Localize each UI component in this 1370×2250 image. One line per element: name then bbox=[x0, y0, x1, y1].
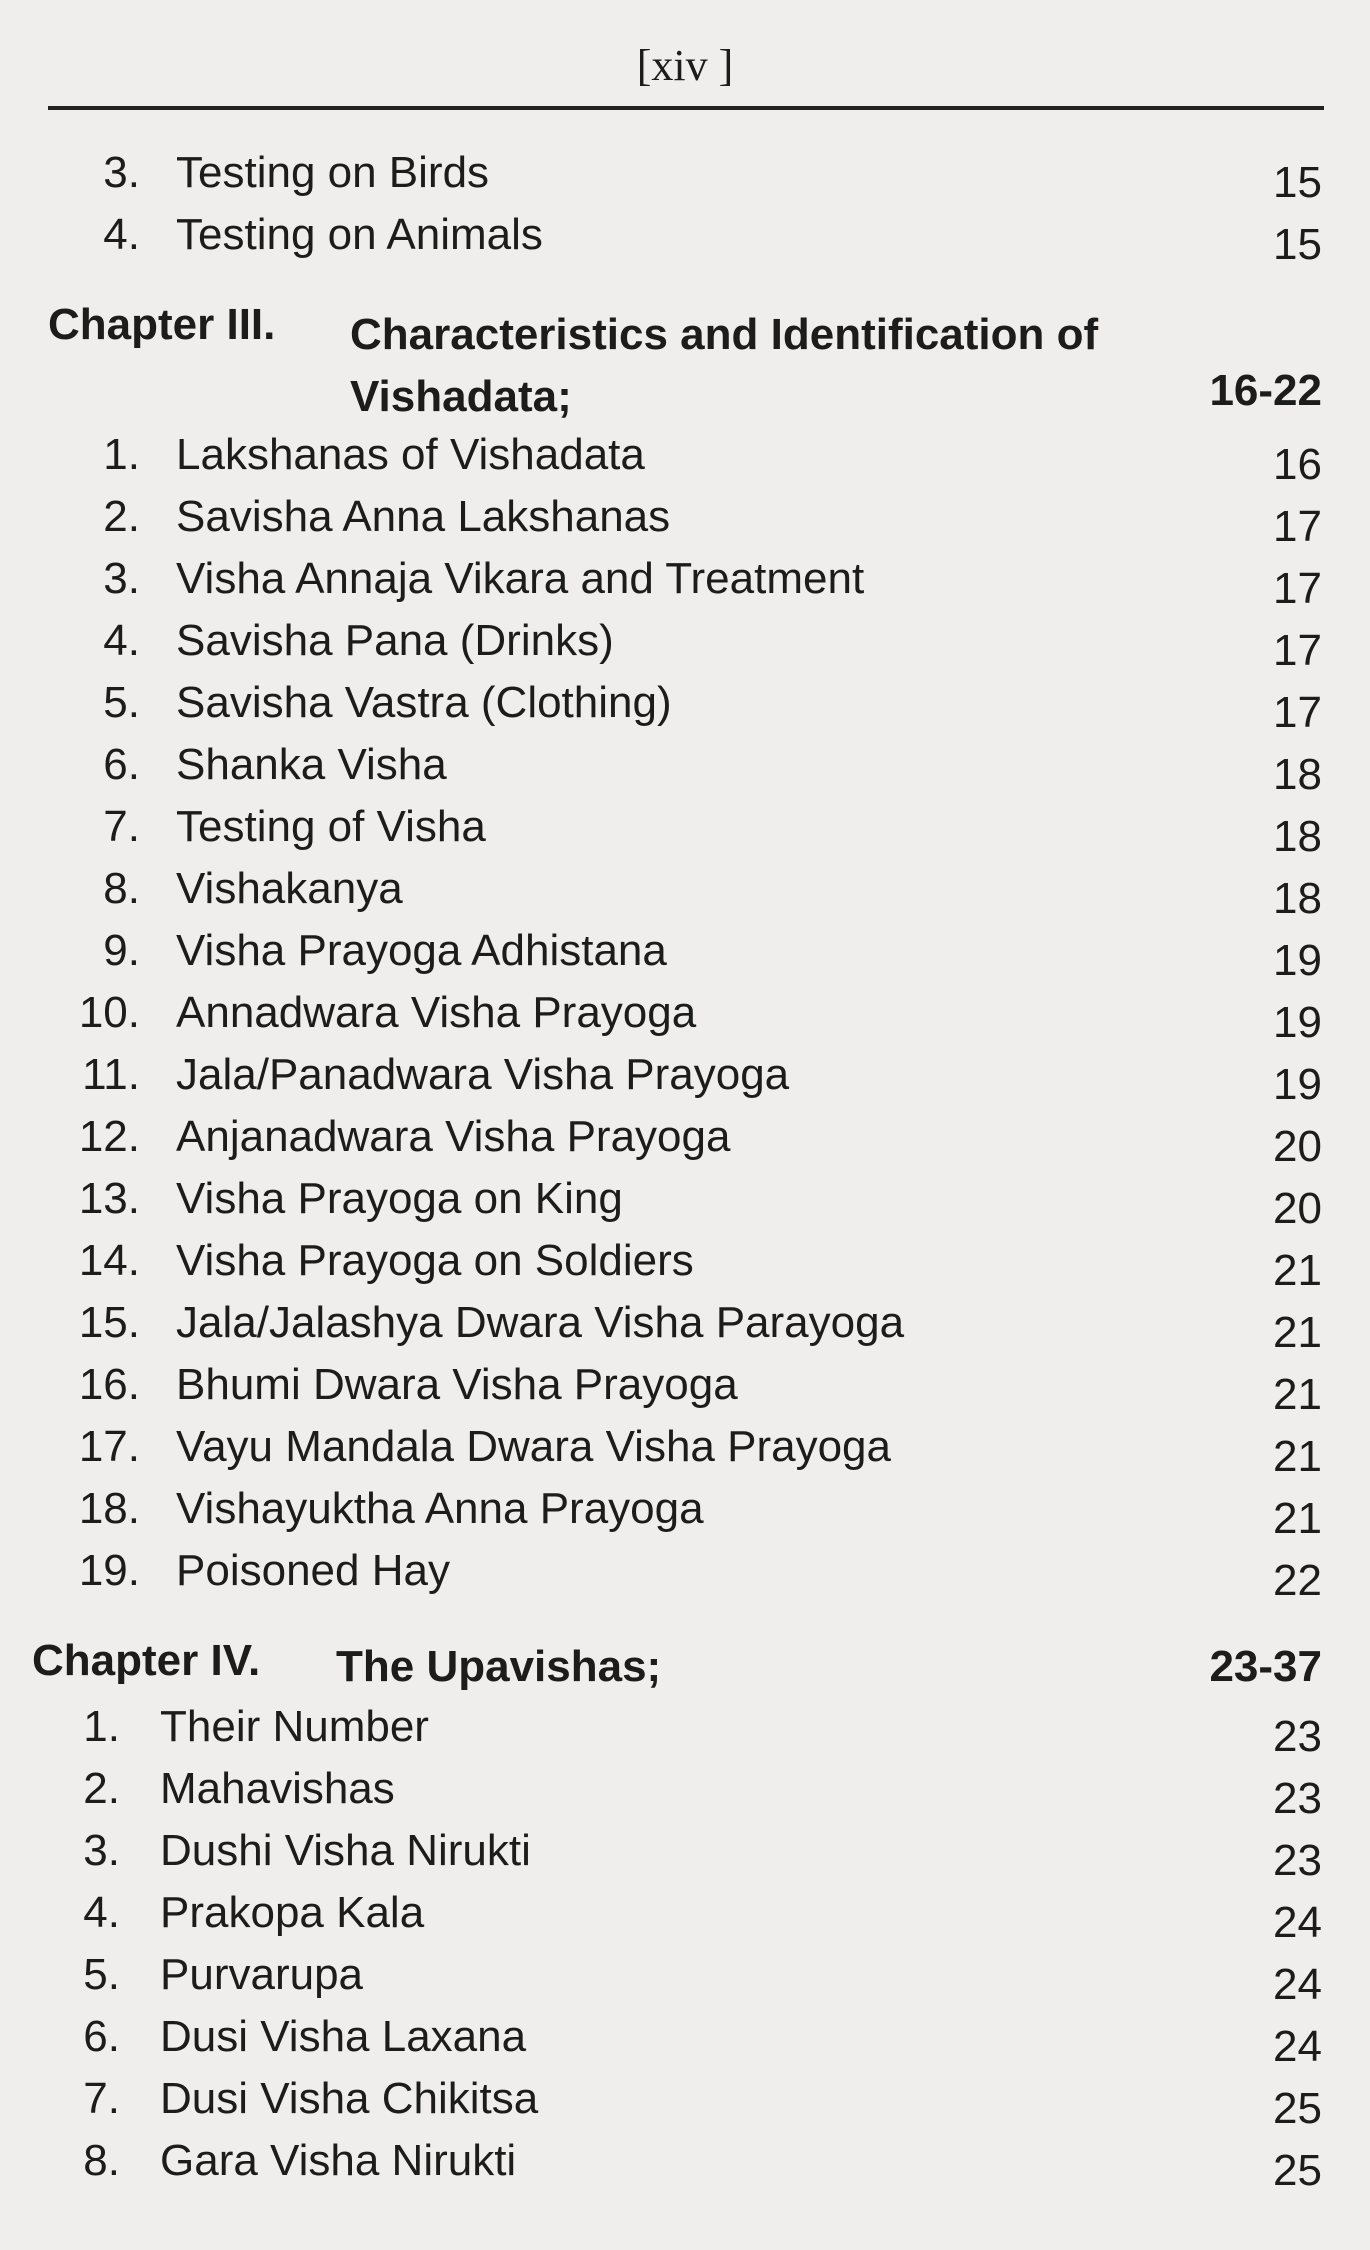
entry-title: Testing on Birds bbox=[176, 148, 490, 197]
entry-page: 21 bbox=[1273, 1494, 1322, 1543]
entry-number: 1. bbox=[103, 430, 140, 479]
entry-title: Jala/Panadwara Visha Prayoga bbox=[176, 1050, 790, 1099]
entry-title: Savisha Anna Lakshanas bbox=[176, 492, 671, 541]
entry-page: 21 bbox=[1273, 1370, 1322, 1419]
entry-title: Jala/Jalashya Dwara Visha Parayoga bbox=[176, 1298, 905, 1347]
entry-title: Purvarupa bbox=[160, 1950, 364, 1999]
entry-number: 7. bbox=[83, 2074, 120, 2123]
toc-entry bbox=[0, 546, 1370, 613]
entry-number: 16. bbox=[78, 1360, 140, 1409]
entry-title: Visha Prayoga on Soldiers bbox=[176, 1236, 694, 1285]
entry-number: 18. bbox=[78, 1484, 140, 1533]
entry-page: 17 bbox=[1273, 502, 1322, 551]
entry-number: 3. bbox=[103, 554, 140, 603]
toc-entry bbox=[0, 1104, 1370, 1171]
entry-page: 21 bbox=[1273, 1432, 1322, 1481]
toc-entry bbox=[0, 1414, 1370, 1481]
entry-page: 24 bbox=[1273, 1960, 1322, 2009]
section-gap bbox=[0, 264, 1370, 290]
header-rule bbox=[48, 106, 1324, 110]
entry-page: 16 bbox=[1273, 440, 1322, 489]
entry-title: Testing on Animals bbox=[176, 210, 543, 259]
entry-number: 2. bbox=[83, 1764, 120, 1813]
entry-page: 17 bbox=[1273, 688, 1322, 737]
entry-title: Lakshanas of Vishadata bbox=[176, 430, 645, 479]
entry-number: 6. bbox=[103, 740, 140, 789]
entry-number: 5. bbox=[103, 678, 140, 727]
entry-title: Savisha Vastra (Clothing) bbox=[176, 678, 672, 727]
entry-title: Annadwara Visha Prayoga bbox=[176, 988, 697, 1037]
entry-page: 24 bbox=[1273, 2022, 1322, 2071]
entry-title: Dushi Visha Nirukti bbox=[160, 1826, 531, 1875]
toc-entry bbox=[0, 670, 1370, 737]
entry-number: 8. bbox=[103, 864, 140, 913]
entry-number: 6. bbox=[83, 2012, 120, 2061]
toc-entry bbox=[0, 484, 1370, 551]
entry-title: Dusi Visha Chikitsa bbox=[160, 2074, 539, 2123]
entry-page: 18 bbox=[1273, 750, 1322, 799]
toc-entry bbox=[0, 1880, 1370, 1947]
entry-page: 20 bbox=[1273, 1184, 1322, 1233]
toc-entry bbox=[0, 422, 1370, 489]
entry-title: Their Number bbox=[160, 1702, 429, 1751]
entry-number: 15. bbox=[78, 1298, 140, 1347]
entry-number: 3. bbox=[83, 1826, 120, 1875]
entry-page: 21 bbox=[1273, 1246, 1322, 1295]
entry-title: Prakopa Kala bbox=[160, 1888, 425, 1937]
entry-page: 19 bbox=[1273, 936, 1322, 985]
entry-page: 22 bbox=[1273, 1556, 1322, 1605]
entry-page: 18 bbox=[1273, 874, 1322, 923]
toc-entry bbox=[0, 140, 1370, 207]
entry-page: 25 bbox=[1273, 2084, 1322, 2133]
toc-entry bbox=[0, 202, 1370, 269]
entry-title: Anjanadwara Visha Prayoga bbox=[176, 1112, 731, 1161]
entry-title: Visha Annaja Vikara and Treatment bbox=[176, 554, 865, 603]
toc-entry bbox=[0, 918, 1370, 985]
toc-entry bbox=[0, 1818, 1370, 1885]
entry-page: 23 bbox=[1273, 1836, 1322, 1885]
entry-page: 23 bbox=[1273, 1712, 1322, 1761]
entry-page: 15 bbox=[1273, 158, 1322, 207]
chapter-label: Chapter IV. bbox=[32, 1636, 261, 1685]
entry-number: 4. bbox=[103, 210, 140, 259]
toc-entry bbox=[0, 1476, 1370, 1543]
entry-title: Vishakanya bbox=[176, 864, 403, 913]
toc-entry bbox=[0, 1942, 1370, 2009]
entry-title: Visha Prayoga Adhistana bbox=[176, 926, 667, 975]
entry-title: Visha Prayoga on King bbox=[176, 1174, 623, 1223]
toc-entry bbox=[0, 608, 1370, 675]
entry-title: Vayu Mandala Dwara Visha Prayoga bbox=[176, 1422, 891, 1471]
entry-number: 1. bbox=[83, 1702, 120, 1751]
chapter-page-range: 23-37 bbox=[1209, 1642, 1322, 1691]
entry-page: 24 bbox=[1273, 1898, 1322, 1947]
entry-number: 2. bbox=[103, 492, 140, 541]
entry-number: 12. bbox=[78, 1112, 140, 1161]
entry-page: 18 bbox=[1273, 812, 1322, 861]
chapter-heading bbox=[0, 290, 1370, 422]
entry-number: 10. bbox=[78, 988, 140, 1037]
entry-title: Dusi Visha Laxana bbox=[160, 2012, 527, 2061]
chapter-title: The Upavishas; bbox=[336, 1642, 662, 1691]
entry-number: 13. bbox=[78, 1174, 140, 1223]
entry-page: 23 bbox=[1273, 1774, 1322, 1823]
entry-number: 19. bbox=[78, 1546, 140, 1595]
entry-title: Shanka Visha bbox=[176, 740, 447, 789]
table-of-contents bbox=[0, 140, 1370, 2195]
toc-entry bbox=[0, 1290, 1370, 1357]
entry-page: 19 bbox=[1273, 998, 1322, 1047]
toc-entry bbox=[0, 1166, 1370, 1233]
entry-number: 7. bbox=[103, 802, 140, 851]
entry-number: 8. bbox=[83, 2136, 120, 2185]
toc-entry bbox=[0, 2066, 1370, 2133]
entry-title: Poisoned Hay bbox=[176, 1546, 450, 1595]
entry-title: Vishayuktha Anna Prayoga bbox=[176, 1484, 704, 1533]
toc-entry bbox=[0, 1538, 1370, 1605]
toc-entry bbox=[0, 980, 1370, 1047]
chapter-label: Chapter III. bbox=[48, 300, 276, 349]
entry-number: 11. bbox=[82, 1050, 140, 1099]
entry-title: Savisha Pana (Drinks) bbox=[176, 616, 614, 665]
toc-entry bbox=[0, 2128, 1370, 2195]
entry-number: 3. bbox=[103, 148, 140, 197]
entry-page: 20 bbox=[1273, 1122, 1322, 1171]
toc-entry bbox=[0, 1228, 1370, 1295]
entry-number: 5. bbox=[83, 1950, 120, 1999]
toc-entry bbox=[0, 1042, 1370, 1109]
toc-entry bbox=[0, 1756, 1370, 1823]
page-number-header: [xiv ] bbox=[636, 41, 734, 90]
entry-number: 4. bbox=[103, 616, 140, 665]
toc-entry bbox=[0, 1694, 1370, 1761]
entry-title: Testing of Visha bbox=[176, 802, 486, 851]
entry-page: 19 bbox=[1273, 1060, 1322, 1109]
chapter-title: Characteristics and Identification of Vishadata; bbox=[350, 310, 1099, 421]
toc-entry bbox=[0, 1352, 1370, 1419]
entry-number: 9. bbox=[103, 926, 140, 975]
section-gap bbox=[0, 1600, 1370, 1626]
entry-page: 15 bbox=[1273, 220, 1322, 269]
toc-entry bbox=[0, 2004, 1370, 2071]
entry-page: 17 bbox=[1273, 626, 1322, 675]
toc-entry bbox=[0, 794, 1370, 861]
chapter-heading bbox=[0, 1626, 1370, 1694]
entry-title: Mahavishas bbox=[160, 1764, 395, 1813]
toc-entry bbox=[0, 732, 1370, 799]
entry-number: 14. bbox=[78, 1236, 140, 1285]
entry-page: 17 bbox=[1273, 564, 1322, 613]
toc-entry bbox=[0, 856, 1370, 923]
entry-page: 25 bbox=[1273, 2146, 1322, 2195]
entry-title: Bhumi Dwara Visha Prayoga bbox=[176, 1360, 738, 1409]
entry-page: 21 bbox=[1273, 1308, 1322, 1357]
chapter-page-range: 16-22 bbox=[1209, 366, 1322, 415]
entry-title: Gara Visha Nirukti bbox=[160, 2136, 517, 2185]
entry-number: 17. bbox=[78, 1422, 140, 1471]
entry-number: 4. bbox=[83, 1888, 120, 1937]
